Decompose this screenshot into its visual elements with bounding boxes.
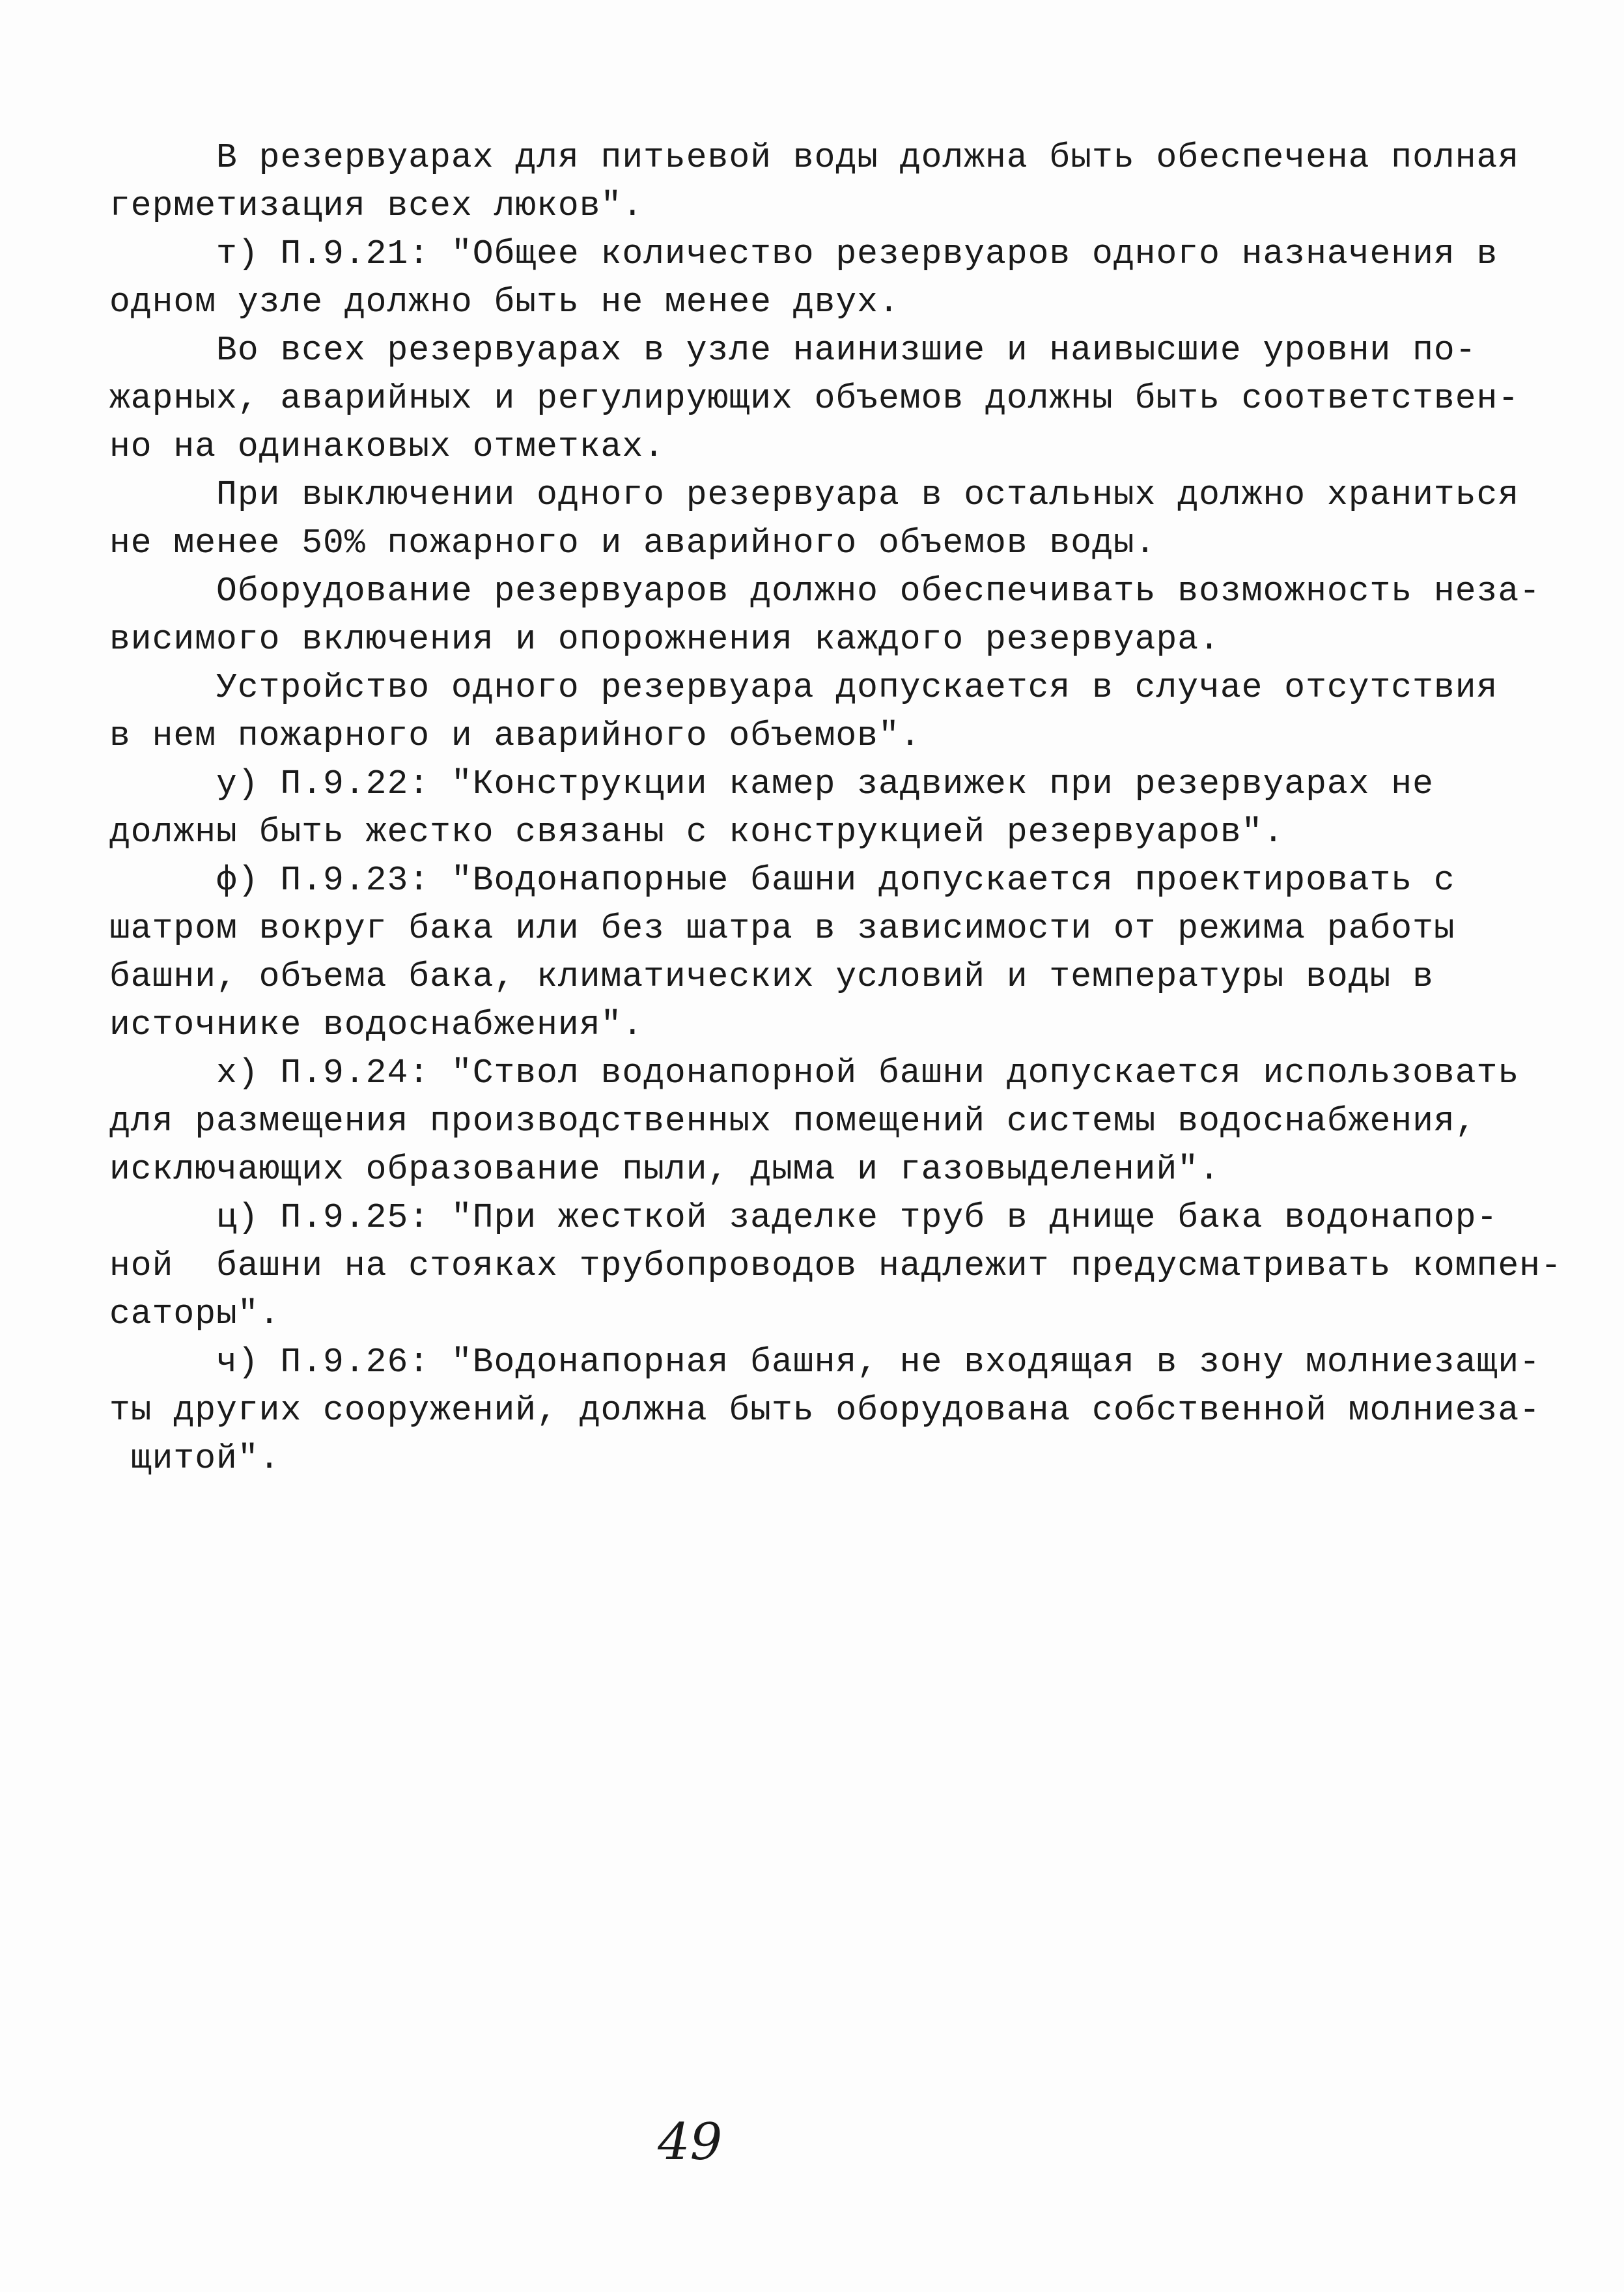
text-line: жарных, аварийных и регулирующих объемов должны быть соответствен- bbox=[109, 379, 1520, 418]
text-line: должны быть жестко связаны с конструкцией резервуаров". bbox=[109, 813, 1285, 852]
text-line: Оборудование резервуаров должно обеспечивать возможность неза- bbox=[109, 572, 1541, 611]
text-line: щитой". bbox=[109, 1439, 281, 1478]
text-line: ч) П.9.26: "Водонапорная башня, не входящая в зону молниезащи- bbox=[109, 1343, 1541, 1382]
text-line: одном узле должно быть не менее двух. bbox=[109, 283, 900, 322]
text-line: х) П.9.24: "Ствол водонапорной башни допускается использовать bbox=[109, 1054, 1520, 1093]
text-line: В резервуарах для питьевой воды должна быть обеспечена полная bbox=[109, 138, 1520, 177]
text-line: источнике водоснабжения". bbox=[109, 1005, 644, 1044]
text-line: саторы". bbox=[109, 1294, 281, 1334]
text-line: При выключении одного резервуара в остальных должно храниться bbox=[109, 475, 1520, 514]
text-line: исключающих образование пыли, дыма и газовыделений". bbox=[109, 1150, 1220, 1189]
text-line: ц) П.9.25: "При жесткой заделке труб в днище бака водонапор- bbox=[109, 1198, 1498, 1237]
body-text bbox=[109, 133, 1562, 1483]
text-line: для размещения производственных помещений системы водоснабжения, bbox=[109, 1102, 1477, 1141]
text-line: висимого включения и опорожнения каждого резервуара. bbox=[109, 620, 1220, 659]
text-line: в нем пожарного и аварийного объемов". bbox=[109, 716, 921, 755]
text-line: герметизация всех люков". bbox=[109, 186, 644, 225]
text-line: но на одинаковых отметках. bbox=[109, 427, 665, 466]
text-line: ф) П.9.23: "Водонапорные башни допускается проектировать с bbox=[109, 861, 1455, 900]
text-line: шатром вокруг бака или без шатра в зависимости от режима работы bbox=[109, 909, 1455, 948]
page-number: 49 bbox=[658, 2113, 723, 2172]
text-line: ной башни на стояках трубопроводов надлежит предусматривать компен- bbox=[109, 1246, 1562, 1285]
text-line: т) П.9.21: "Общее количество резервуаров одного назначения в bbox=[109, 234, 1498, 273]
text-line: у) П.9.22: "Конструкции камер задвижек при резервуарах не bbox=[109, 764, 1434, 804]
text-line: Устройство одного резервуара допускается в случае отсутствия bbox=[109, 668, 1498, 707]
text-line: Во всех резервуарах в узле наинизшие и наивысшие уровни по- bbox=[109, 331, 1477, 370]
text-line: башни, объема бака, климатических условий и температуры воды в bbox=[109, 957, 1434, 996]
text-line: не менее 50% пожарного и аварийного объемов воды. bbox=[109, 524, 1156, 563]
text-line: ты других сооружений, должна быть оборудована собственной молниеза- bbox=[109, 1391, 1541, 1430]
